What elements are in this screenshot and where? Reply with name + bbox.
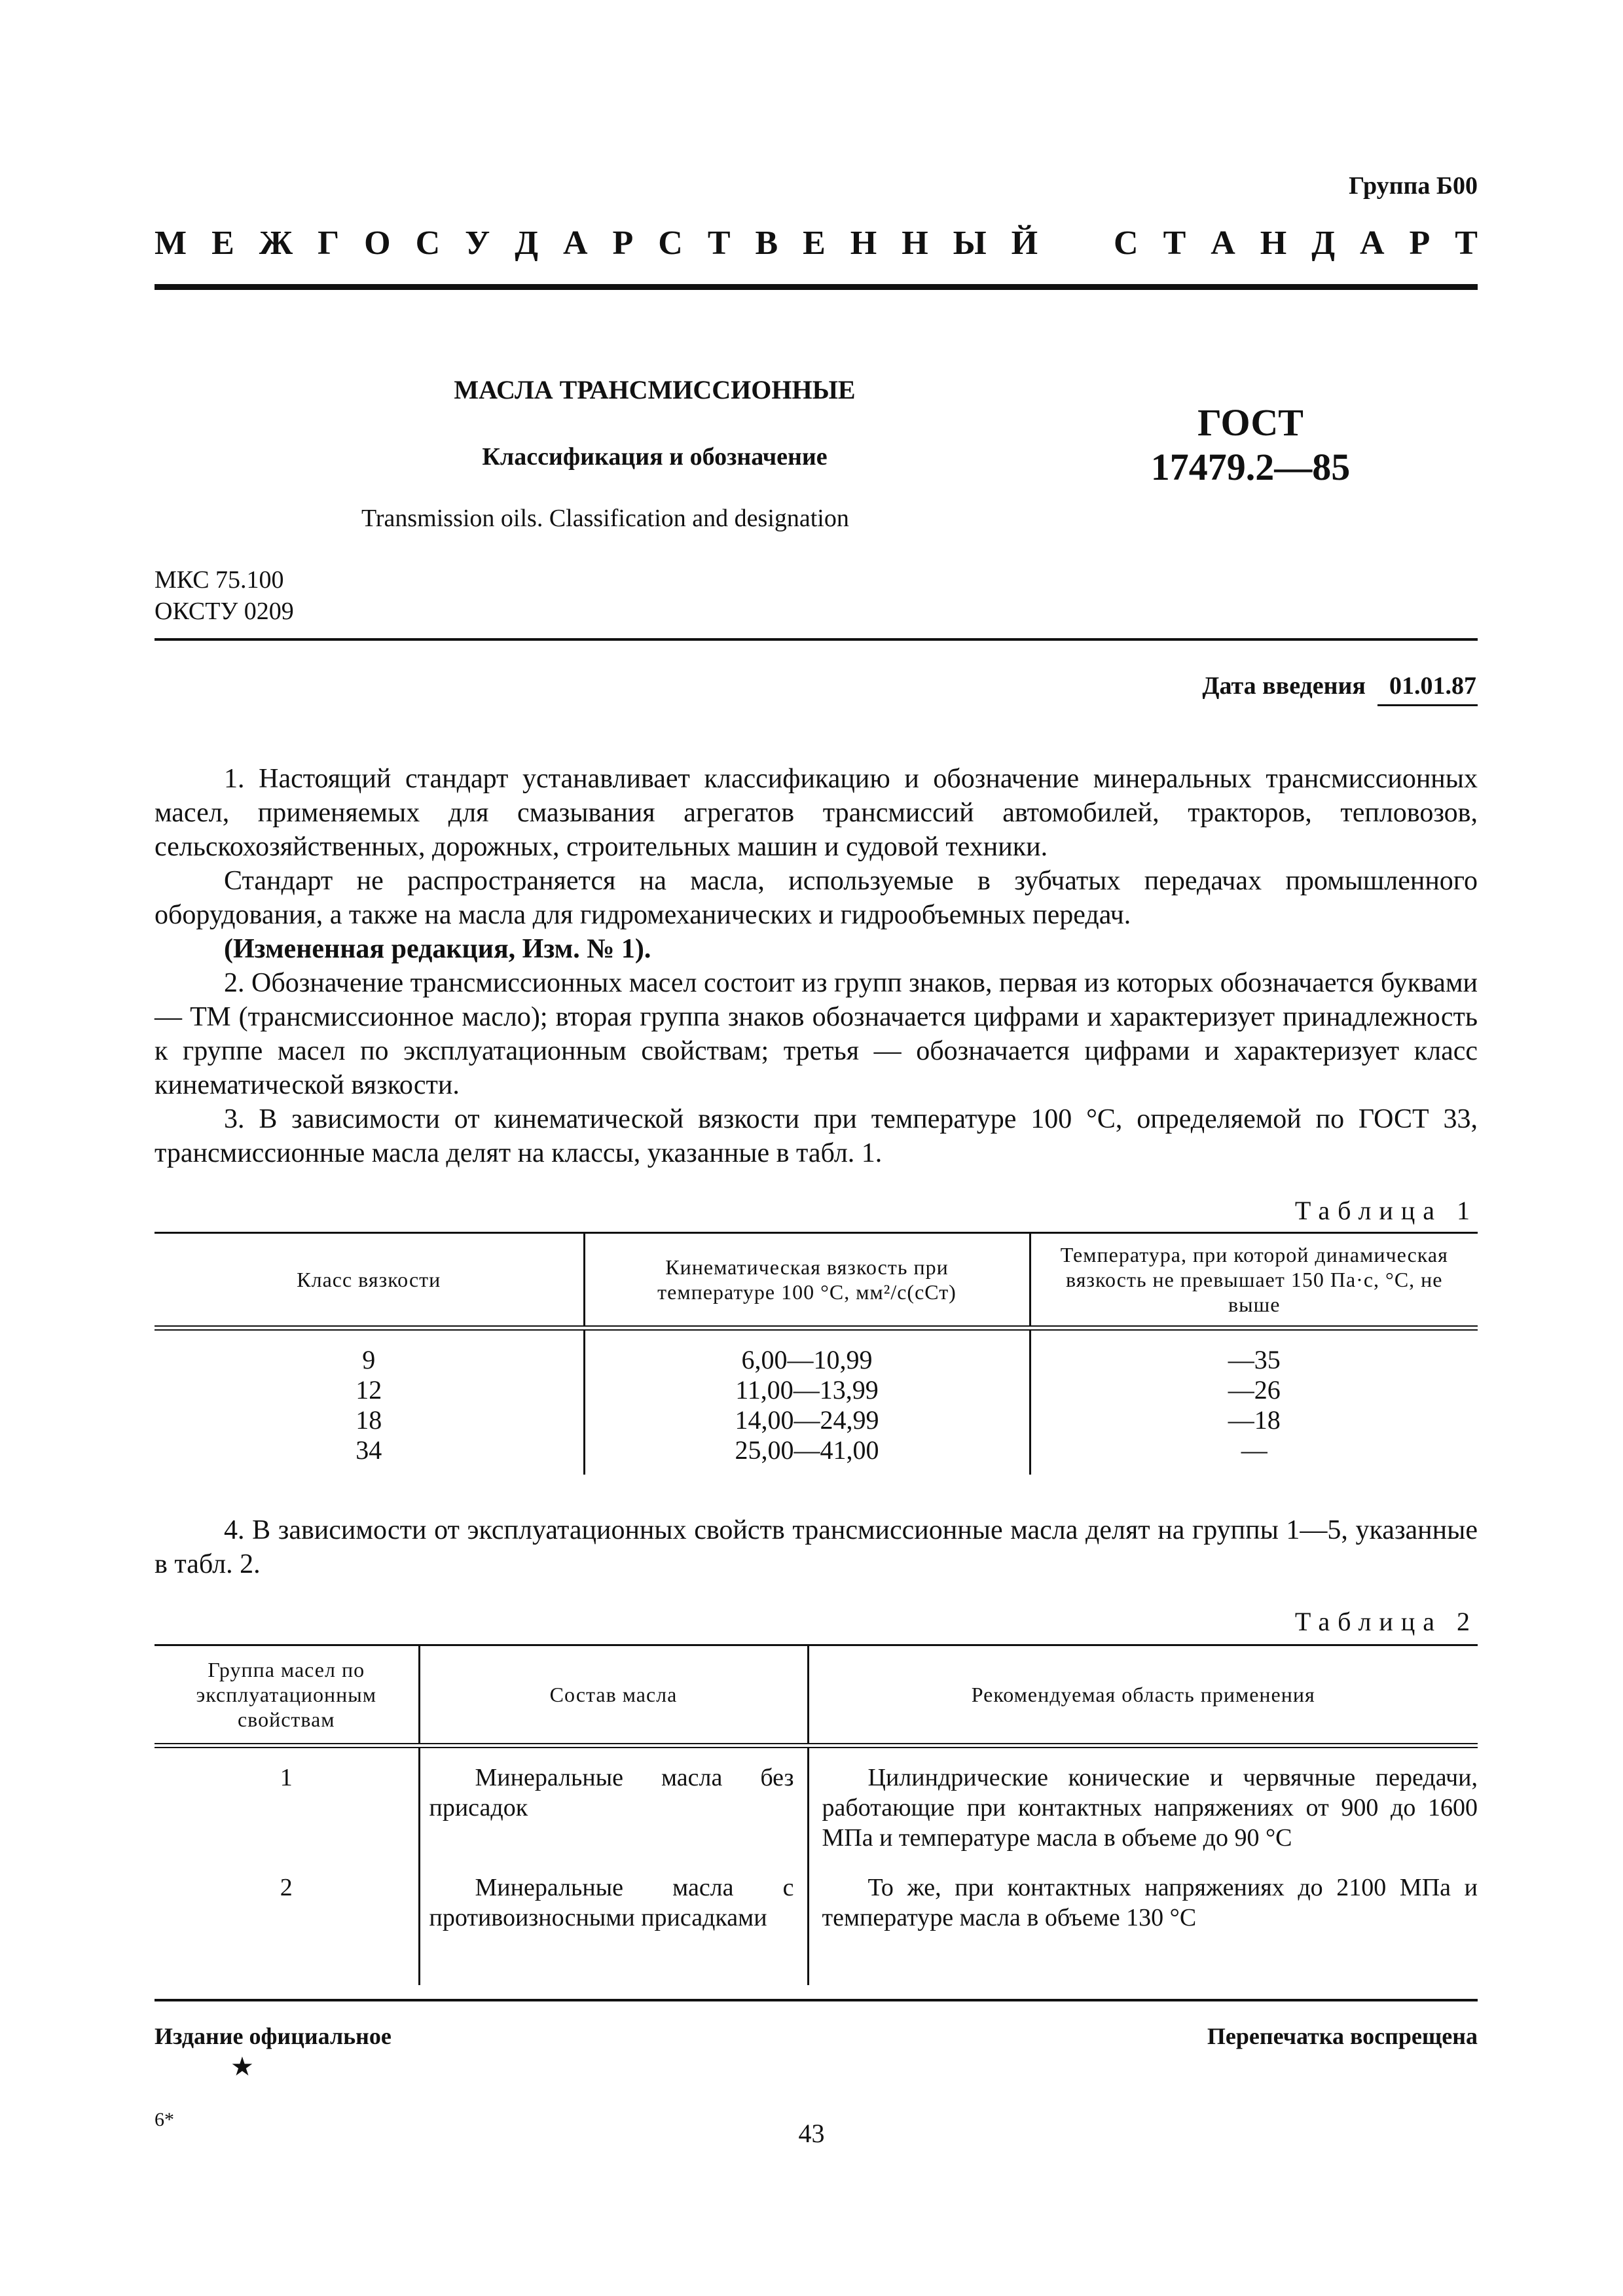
banner-letter: Й (1011, 224, 1038, 262)
banner-letter: А (1211, 224, 1235, 262)
table1-temp-18: —18 (1228, 1405, 1281, 1435)
amendment-note: (Измененная редакция, Изм. № 1). (224, 934, 651, 964)
banner-letter: Ж (259, 224, 293, 262)
page-number: 43 (798, 2119, 825, 2148)
table1-header-class: Класс вязкости (155, 1233, 584, 1326)
official-edition-label: Издание официальное (155, 2023, 392, 2049)
banner-letter: А (563, 224, 588, 262)
table1-header-temperature: Температура, при которой динамическая вязкость не превышает 150 Па·с, °С, не выше (1030, 1233, 1478, 1326)
banner-letter: О (364, 224, 391, 262)
footer-rule (155, 1999, 1478, 2001)
banner-letter: Н (850, 224, 877, 262)
banner-letter: Д (1311, 224, 1335, 262)
banner-letter: Н (1260, 224, 1287, 262)
table1-class-34: 34 (356, 1435, 382, 1465)
english-title: Transmission oils. Classification and designation (361, 505, 849, 532)
banner-letter: Е (211, 224, 234, 262)
gost-label: ГОСТ (1197, 401, 1304, 444)
banner-letter: Д (515, 224, 539, 262)
banner-letter: М (155, 224, 187, 262)
mks-code: МКС 75.100 (155, 566, 284, 594)
table1-temp-34: — (1241, 1435, 1267, 1465)
classification-codes (155, 564, 294, 627)
paragraph-1: 1. Настоящий стандарт устанавливает классификацию и обозначение минеральных трансмиссионных масел, применяемых для смазывания агрегатов трансмиссий автомобилей, тракторов, тепловозов, сельскохозяйственных, дорожных, строительных машин и судовой техники. (155, 764, 1478, 862)
table1-temp-12: —26 (1228, 1374, 1281, 1405)
table-2 (155, 1644, 1478, 1985)
paragraph-3: 2. Обозначение трансмиссионных масел состоит из групп знаков, первая из которых обозначается буквами — ТМ (трансмиссионное масло); вторая группа знаков обозначается цифрами и характеризует принадлежность к группе масел по эксплуатационным свойствам; третья — обозначается цифрами и характеризует класс кинематической вязкости. (155, 968, 1478, 1100)
gost-number: 17479.2—85 (1150, 445, 1351, 488)
title-block-rule (155, 638, 1478, 641)
interstate-standard-banner (155, 224, 1478, 262)
table1-viscosity-9: 6,00—10,99 (741, 1344, 873, 1374)
table2-header-group: Группа масел по эксплуатационным свойствам (155, 1645, 419, 1744)
banner-letter: С (415, 224, 441, 262)
table-row (155, 1748, 1478, 1866)
table1-temp-9: —35 (1228, 1344, 1281, 1374)
table-1 (155, 1232, 1478, 1475)
introduction-date (1202, 672, 1478, 706)
document-title: МАСЛА ТРАНСМИССИОННЫЕ (454, 375, 856, 404)
table2-header-application: Рекомендуемая область применения (808, 1645, 1478, 1744)
document-subtitle: Классификация и обозначение (482, 443, 828, 471)
table2-group-2: 2 (155, 1866, 419, 1985)
paragraph-2: Стандарт не распространяется на масла, используемые в зубчатых передачах промышленного оборудования, а также на масла для гидромеханических и гидрообъемных передач. (155, 866, 1478, 930)
table2-application-1: Цилиндрические конические и червячные передачи, работающие при контактных напряжениях от 900 до 1600 МПа и температуре масла в объеме до 90 °С (822, 1763, 1478, 1852)
group-label: Группа Б00 (1349, 172, 1478, 200)
banner-word-gap (1063, 224, 1089, 262)
table1-viscosity-18: 14,00—24,99 (735, 1405, 879, 1435)
table1-viscosity-34: 25,00—41,00 (735, 1435, 879, 1465)
paragraph-5: 4. В зависимости от эксплуатационных свойств трансмиссионные масла делят на группы 1—5, указанные в табл. 2. (155, 1515, 1478, 1579)
banner-letter: Р (1409, 224, 1431, 262)
banner-letter: А (1359, 224, 1385, 262)
table2-caption: Таблица 2 (1294, 1607, 1478, 1636)
okstu-code: ОКСТУ 0209 (155, 598, 294, 625)
table1-class-12: 12 (356, 1374, 382, 1405)
table2-composition-1: Минеральные масла без присадок (419, 1748, 808, 1866)
gost-designation (1093, 401, 1408, 490)
table1-caption: Таблица 1 (1294, 1196, 1478, 1225)
paragraph-4: 3. В зависимости от кинематической вязкости при температуре 100 °С, определяемой по ГОСТ 33, трансмиссионные масла делят на классы, указанные в табл. 1. (155, 1104, 1478, 1168)
table2-group-1: 1 (155, 1748, 419, 1866)
table2-header-composition: Состав масла (419, 1645, 808, 1744)
banner-letter: С (1114, 224, 1139, 262)
banner-letter: Т (707, 224, 731, 262)
banner-letter: Т (1455, 224, 1478, 262)
banner-letter: Ы (953, 224, 987, 262)
table1-class-9: 9 (362, 1344, 376, 1374)
banner-letter: Е (803, 224, 826, 262)
reprint-notice: Перепечатка воспрещена (1207, 2023, 1478, 2049)
banner-letter: С (658, 224, 683, 262)
table2-application-2: То же, при контактных напряжениях до 2100 МПа и температуре масла в объеме 130 °С (822, 1873, 1478, 1931)
banner-letter: У (465, 224, 490, 262)
sheet-mark: 6* (155, 2109, 174, 2130)
banner-letter: Т (1163, 224, 1186, 262)
table-row (155, 1866, 1478, 1985)
table1-header-viscosity: Кинематическая вязкость при температуре 100 °С, мм²/с(сСт) (584, 1233, 1030, 1326)
table-row (155, 1330, 1478, 1475)
table2-composition-2: Минеральные масла с противоизносными присадками (419, 1866, 808, 1985)
banner-letter: Р (612, 224, 634, 262)
table1-class-18: 18 (356, 1405, 382, 1435)
table1-viscosity-12: 11,00—13,99 (735, 1374, 879, 1405)
star-icon: ★ (230, 2052, 254, 2081)
header-rule (155, 284, 1478, 290)
date-label: Дата введения (1202, 672, 1366, 700)
banner-letter: В (755, 224, 778, 262)
date-value: 01.01.87 (1377, 672, 1478, 706)
banner-letter: Н (902, 224, 928, 262)
banner-letter: Г (318, 224, 340, 262)
